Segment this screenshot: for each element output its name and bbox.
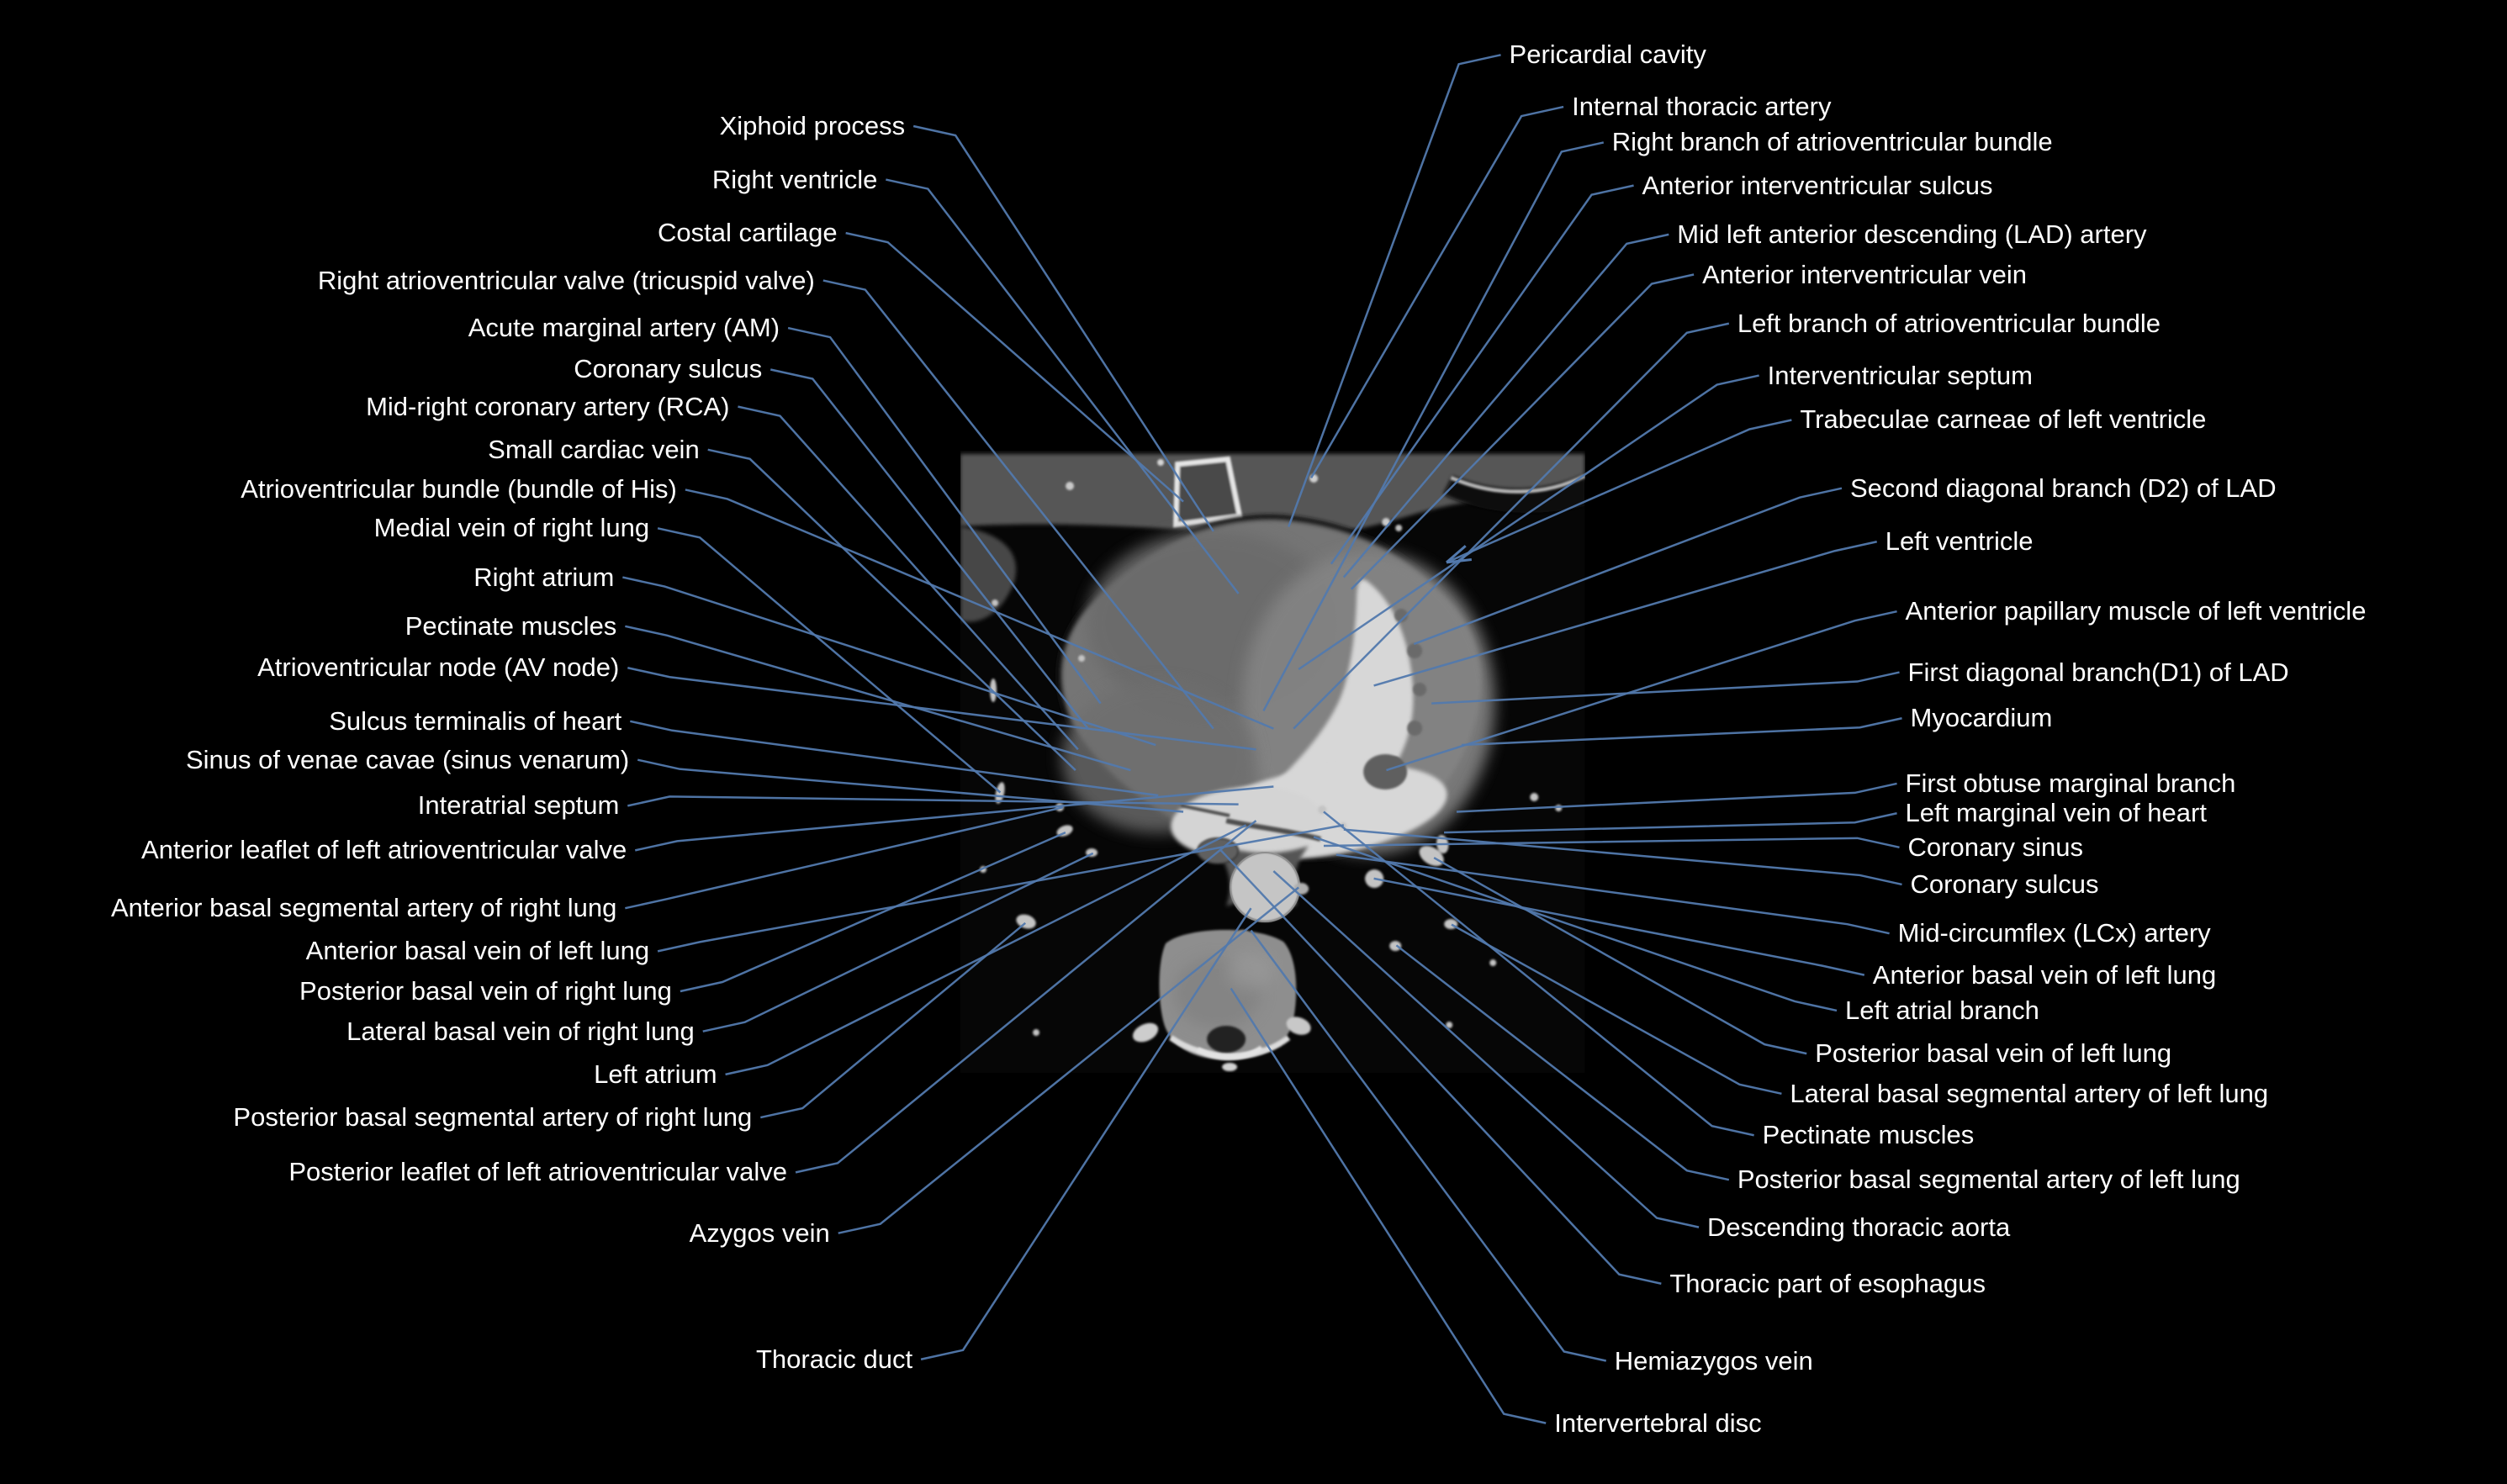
anatomy-label: Sinus of venae cavae (sinus venarum) [185, 744, 630, 774]
anatomy-label: Lateral basal segmental artery of left lung [1790, 1078, 2269, 1108]
anatomy-label: Pectinate muscles [405, 611, 617, 642]
anatomy-label: Right branch of atrioventricular bundle [1611, 127, 2053, 157]
anatomy-label: Anterior interventricular vein [1702, 259, 2028, 289]
anatomy-label: Anterior basal vein of left lung [1872, 959, 2217, 990]
anatomy-label: Thoracic part of esophagus [1669, 1268, 1986, 1298]
anatomy-label: Hemiazygos vein [1614, 1345, 1813, 1376]
anatomy-label: Trabeculae carneae of left ventricle [1800, 404, 2207, 435]
anatomy-label: Myocardium [1910, 703, 2053, 733]
anatomy-label: Descending thoracic aorta [1707, 1212, 2011, 1242]
anatomy-label: Posterior leaflet of left atrioventricular valve [288, 1157, 788, 1187]
anatomy-label: Mid-right coronary artery (RCA) [366, 391, 730, 421]
anatomy-label: Pericardial cavity [1509, 40, 1706, 70]
anatomy-label: Anterior leaflet of left atrioventricular valve [141, 835, 627, 865]
anatomy-label: Interatrial septum [417, 790, 620, 821]
anatomy-label: Coronary sulcus [1910, 869, 2099, 900]
anatomy-label: Left marginal vein of heart [1905, 798, 2207, 828]
anatomy-label: Posterior basal vein of left lung [1815, 1038, 2172, 1069]
anatomy-label: Anterior basal vein of left lung [305, 936, 650, 966]
anatomy-label: Anterior papillary muscle of left ventricle [1905, 596, 2367, 626]
anatomy-label: Posterior basal segmental artery of right lung [233, 1102, 753, 1133]
anatomy-label: Medial vein of right lung [373, 513, 650, 543]
anatomy-label: Coronary sinus [1907, 832, 2084, 862]
anatomy-label: Coronary sulcus [574, 354, 763, 384]
anatomy-label: Second diagonal branch (D2) of LAD [1849, 473, 2277, 503]
anatomy-label: Atrioventricular bundle (bundle of His) [241, 474, 677, 504]
anatomy-label: Costal cartilage [657, 218, 838, 248]
anatomy-label: Atrioventricular node (AV node) [257, 652, 620, 683]
anatomy-label: Mid-circumflex (LCx) artery [1897, 918, 2211, 948]
anatomy-label: Acute marginal artery (AM) [468, 313, 780, 343]
anatomy-label: Xiphoid process [719, 111, 906, 141]
anatomy-label: Pectinate muscles [1762, 1120, 1975, 1150]
anatomy-label: Posterior basal segmental artery of left lung [1737, 1164, 2240, 1195]
anatomy-label: Left branch of atrioventricular bundle [1737, 308, 2161, 338]
anatomy-label: Lateral basal vein of right lung [346, 1016, 695, 1046]
anatomy-label: Interventricular septum [1767, 360, 2033, 390]
anatomy-label: Left atrium [594, 1059, 717, 1090]
anatomy-label: First obtuse marginal branch [1905, 768, 2236, 799]
anatomy-label: Mid left anterior descending (LAD) artery [1677, 219, 2147, 250]
anatomy-label: Intervertebral disc [1554, 1407, 1762, 1438]
anatomy-label: Azygos vein [689, 1217, 830, 1248]
anatomy-label: Right atrium [473, 562, 615, 592]
anatomy-label: Left atrial branch [1845, 995, 2039, 1026]
anatomy-label: Anterior interventricular sulcus [1642, 170, 1993, 200]
anatomy-label: Anterior basal segmental artery of right lung [110, 893, 617, 923]
anatomy-label: Thoracic duct [756, 1344, 913, 1374]
anatomy-label: Internal thoracic artery [1572, 92, 1832, 122]
anatomy-label: Right atrioventricular valve (tricuspid valve) [317, 265, 815, 295]
anatomy-label: Small cardiac vein [488, 434, 700, 464]
anatomy-label: Right ventricle [711, 164, 878, 194]
anatomy-label: Sulcus terminalis of heart [329, 705, 622, 736]
anatomy-label: Posterior basal vein of right lung [299, 976, 672, 1006]
anatomy-label: First diagonal branch(D1) of LAD [1907, 657, 2289, 687]
anatomy-label: Left ventricle [1885, 526, 2034, 557]
